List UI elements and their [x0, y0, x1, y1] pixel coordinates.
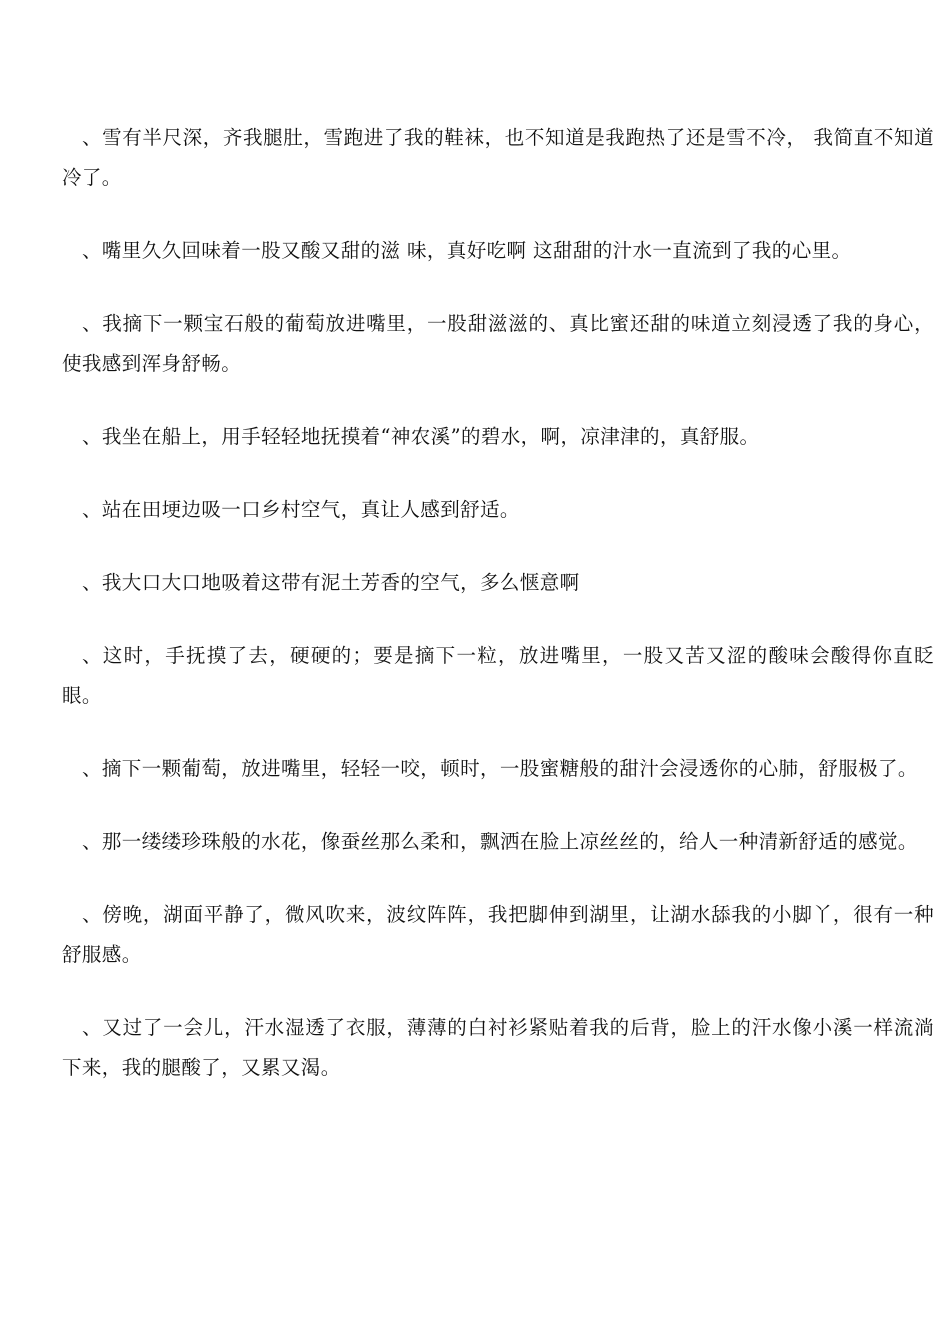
paragraph-5: 、站在田埂边吸一口乡村空气，真让人感到舒适。	[82, 498, 520, 521]
paragraph-4: 、我坐在船上，用手轻轻地抚摸着“神农溪”的碧水，啊，凉津津的，真舒服。	[82, 425, 760, 448]
paragraph-10: 、傍晚，湖面平静了，微风吹来，波纹阵阵，我把脚伸到湖里，让湖水舔我的小脚丫，很有一种舒服感。	[62, 903, 934, 966]
document-page	[62, 118, 934, 1121]
paragraph-1: 、雪有半尺深，齐我腿肚，雪跑进了我的鞋袜，也不知道是我跑热了还是雪不冷， 我简直不知道冷了。	[62, 126, 934, 189]
paragraph-3: 、我摘下一颗宝石般的葡萄放进嘴里，一股甜滋滋的、真比蜜还甜的味道立刻浸透了我的身心，使我感到浑身舒畅。	[62, 312, 934, 375]
paragraph-6: 、我大口大口地吸着这带有泥土芳香的空气，多么惬意啊	[82, 571, 580, 594]
paragraph-11: 、又过了一会儿，汗水湿透了衣服，薄薄的白衬衫紧贴着我的后背，脸上的汗水像小溪一样流淌下来，我的腿酸了，又累又渴。	[62, 1016, 934, 1079]
paragraph-8: 、摘下一颗葡萄，放进嘴里，轻轻一咬，顿时，一股蜜糖般的甜汁会浸透你的心肺，舒服极了。	[82, 757, 918, 780]
paragraph-7: 、这时，手抚摸了去，硬硬的；要是摘下一粒，放进嘴里，一股又苦又涩的酸味会酸得你直眨眼。	[62, 644, 934, 707]
paragraph-9: 、那一缕缕珍珠般的水花，像蚕丝那么柔和，飘洒在脸上凉丝丝的，给人一种清新舒适的感觉。	[82, 830, 918, 853]
paragraph-2: 、嘴里久久回味着一股又酸又甜的滋 味，真好吃啊 这甜甜的汁水一直流到了我的心里。	[82, 239, 852, 262]
